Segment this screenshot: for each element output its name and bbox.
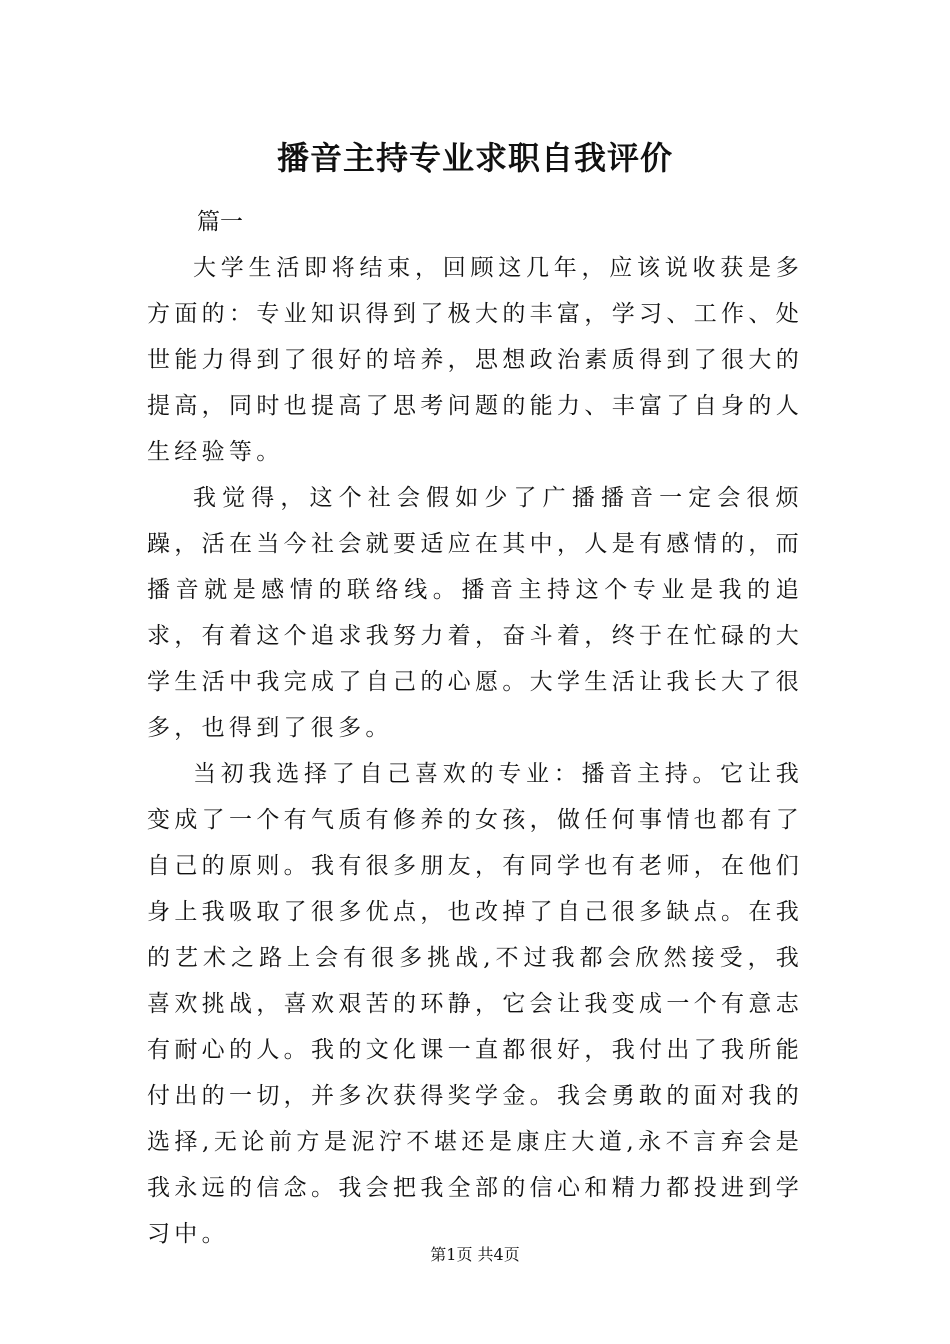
document-body [147,199,803,1257]
paragraph-1: 大学生活即将结束，回顾这几年，应该说收获是多方面的：专业知识得到了极大的丰富，学习、工作、处世能力得到了很好的培养，思想政治素质得到了很大的提高，同时也提高了思考问题的能力、丰富了自身的人生经验等。 [147,255,803,465]
document-title: 播音主持专业求职自我评价 [276,139,673,177]
section-label: 篇一 [197,209,243,235]
page-footer: 第1页 共4页 [430,1245,520,1264]
paragraph-3: 当初我选择了自己喜欢的专业：播音主持。它让我变成了一个有气质有修养的女孩，做任何事情也都有了自己的原则。我有很多朋友，有同学也有老师，在他们身上我吸取了很多优点，也改掉了自己很多缺点。在我的艺术之路上会有很多挑战,不过我都会欣然接受，我喜欢挑战，喜欢艰苦的环静，它会让我变成一个有意志有耐心的人。我的文化课一直都很好，我付出了我所能付出的一切，并多次获得奖学金。我会勇敢的面对我的选择,无论前方是泥泞不堪还是康庄大道,永不言弃会是我永远的信念。我会把我全部的信心和精力都投进到学习中。 [147,761,803,1247]
paragraph-2: 我觉得，这个社会假如少了广播播音一定会很烦躁，活在当今社会就要适应在其中，人是有感情的，而播音就是感情的联络线。播音主持这个专业是我的追求，有着这个追求我努力着，奋斗着，终于在忙碌的大学生活中我完成了自己的心愿。大学生活让我长大了很多，也得到了很多。 [147,485,803,741]
